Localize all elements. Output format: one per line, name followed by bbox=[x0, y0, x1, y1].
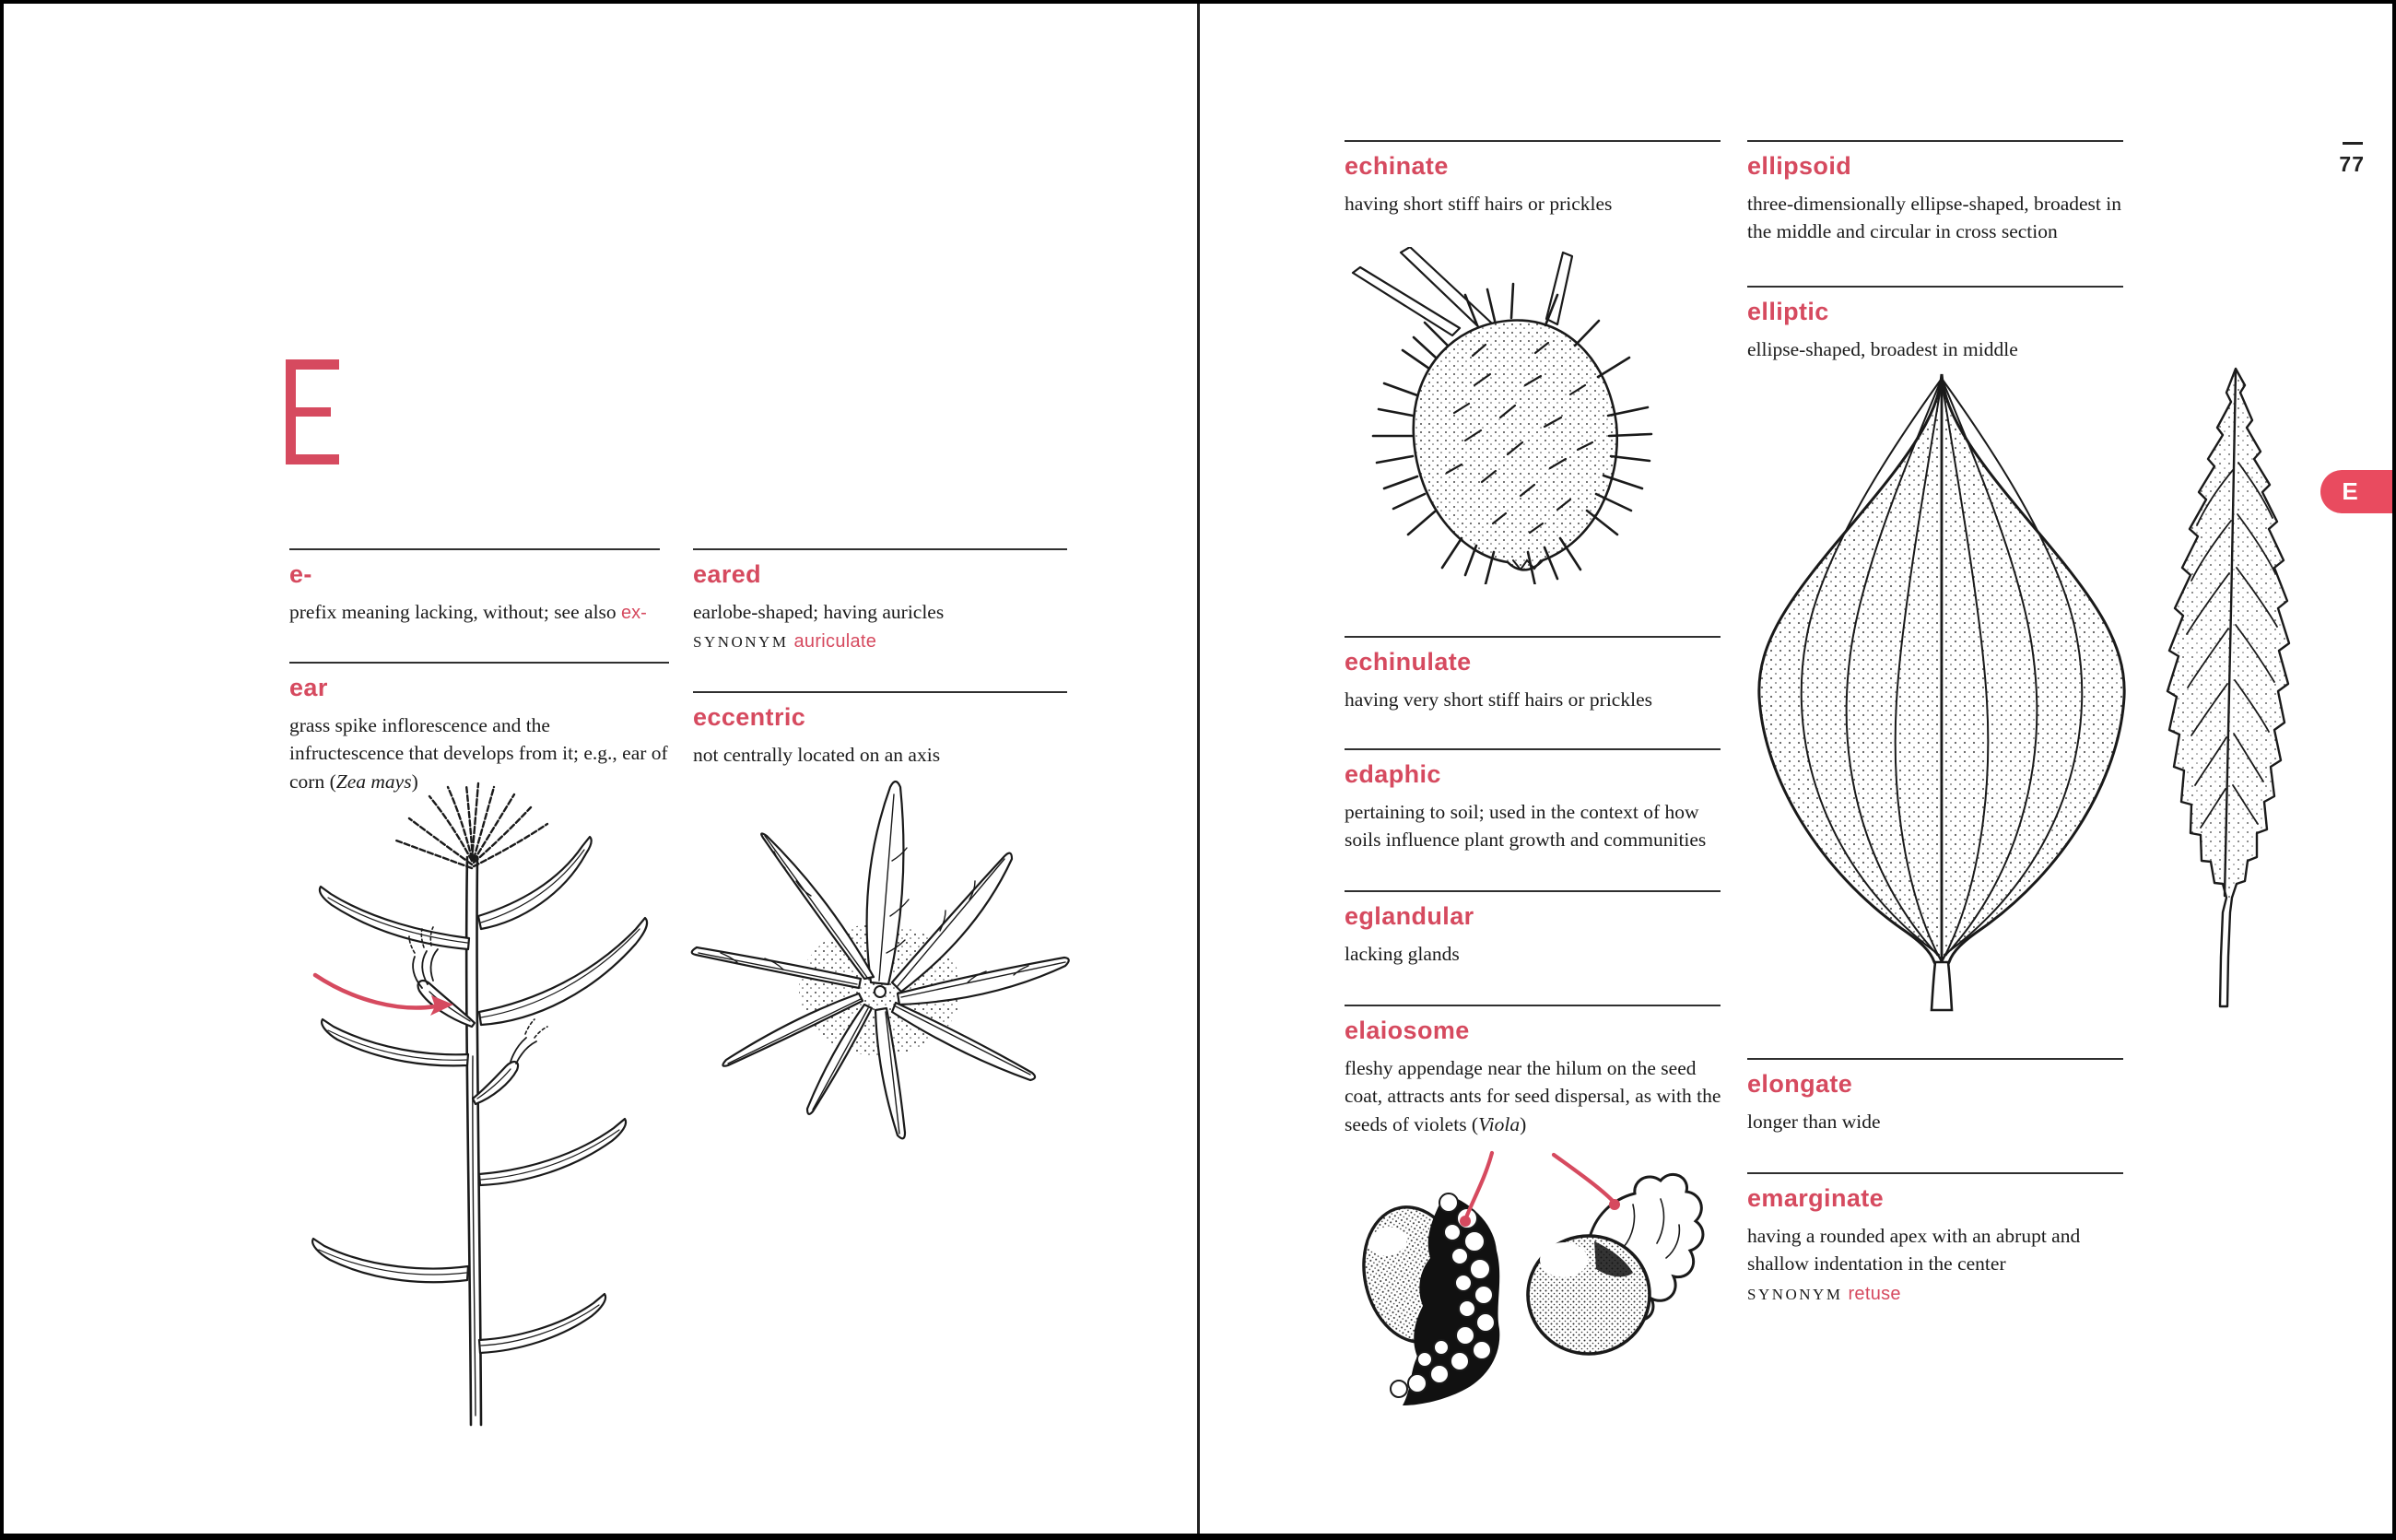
term-echinulate: echinulate bbox=[1345, 648, 1472, 676]
definition-eccentric: not centrally located on an axis bbox=[693, 743, 941, 766]
entry-elongate bbox=[1747, 1058, 2123, 1135]
entry-rule bbox=[1345, 890, 1721, 892]
definition-edaphic: pertaining to soil; used in the context of how soils influence plant growth and communities bbox=[1345, 800, 1707, 852]
corn-tassel bbox=[396, 783, 547, 868]
entry-e-prefix bbox=[289, 548, 660, 627]
cross-reference-link: ex- bbox=[621, 602, 647, 623]
term-e-prefix: e- bbox=[289, 560, 312, 588]
definition-eared: earlobe-shaped; having auricles bbox=[693, 600, 945, 623]
entry-rule bbox=[1345, 748, 1721, 750]
second-ear-of-corn bbox=[473, 1019, 547, 1104]
entry-rule bbox=[289, 548, 660, 550]
definition-e-prefix bbox=[289, 598, 660, 628]
term-eglandular: eglandular bbox=[1345, 902, 1474, 930]
definition-elongate: longer than wide bbox=[1747, 1110, 1881, 1133]
entry-elaiosome bbox=[1345, 1005, 1727, 1138]
seed-with-elaiosome-left bbox=[1357, 1193, 1499, 1405]
definition-text: fleshy appendage near the hilum on the seed coat, attracts ants for seed dispersal, as with the seeds of violets ( bbox=[1345, 1056, 1721, 1135]
definition-echinate: having short stiff hairs or prickles bbox=[1345, 192, 1613, 215]
synonym-term: retuse bbox=[1848, 1283, 1901, 1304]
term-echinate: echinate bbox=[1345, 152, 1449, 180]
definition-text: grass spike inflorescence and the infructescence that develops from it; e.g., ear of corn ( bbox=[289, 713, 668, 793]
term-elongate: elongate bbox=[1747, 1070, 1853, 1098]
term-ellipsoid: ellipsoid bbox=[1747, 152, 1852, 180]
echinate-bur-illustration bbox=[1336, 247, 1674, 584]
corn-plant-illustration bbox=[289, 780, 676, 1436]
letter-thumb-tab bbox=[2320, 470, 2396, 513]
entry-rule bbox=[1747, 140, 2123, 142]
synonym-line bbox=[1747, 1284, 2127, 1305]
entry-edaphic bbox=[1345, 748, 1736, 854]
definition-elliptic: ellipse-shaped, broadest in middle bbox=[1747, 337, 2018, 360]
term-ear: ear bbox=[289, 674, 328, 701]
section-letter-E bbox=[286, 359, 341, 464]
entry-rule bbox=[1345, 636, 1721, 638]
term-edaphic: edaphic bbox=[1345, 760, 1441, 788]
page-spine-divider bbox=[1197, 4, 1200, 1534]
entry-rule bbox=[693, 691, 1067, 693]
term-elliptic: elliptic bbox=[1747, 298, 1829, 325]
definition-text: prefix meaning lacking, without; see also bbox=[289, 600, 622, 623]
entry-rule bbox=[289, 662, 669, 664]
term-emarginate: emarginate bbox=[1747, 1184, 1885, 1212]
entry-ellipsoid bbox=[1747, 140, 2134, 246]
definition-elaiosome bbox=[1345, 1054, 1727, 1139]
definition-eglandular: lacking glands bbox=[1345, 942, 1460, 965]
entry-rule bbox=[1747, 286, 2123, 288]
term-eccentric: eccentric bbox=[693, 703, 806, 731]
synonym-label: SYNONYM bbox=[693, 633, 789, 652]
entry-rule bbox=[1747, 1172, 2123, 1174]
elaiosome-seeds-illustration bbox=[1357, 1140, 1710, 1453]
entry-rule bbox=[1345, 140, 1721, 142]
entry-eglandular bbox=[1345, 890, 1721, 968]
page-number: 77 bbox=[2339, 152, 2365, 176]
species-name: Zea mays bbox=[335, 770, 412, 793]
palmate-leaf-illustration bbox=[673, 750, 1082, 1150]
entry-echinate bbox=[1345, 140, 1721, 217]
entry-ear bbox=[289, 662, 669, 795]
synonym-label: SYNONYM bbox=[1747, 1285, 1843, 1303]
definition-emarginate: having a rounded apex with an abrupt and shallow indentation in the center bbox=[1747, 1224, 2081, 1275]
serrate-leaf-illustration bbox=[2143, 359, 2315, 1019]
definition-text: ) bbox=[411, 770, 418, 793]
entry-echinulate bbox=[1345, 636, 1721, 713]
definition-echinulate: having very short stiff hairs or prickles bbox=[1345, 688, 1652, 711]
entry-elliptic bbox=[1747, 286, 2123, 363]
definition-text: ) bbox=[1520, 1112, 1527, 1135]
thumb-tab-letter: E bbox=[2342, 477, 2358, 505]
page-number-block bbox=[2326, 142, 2365, 177]
definition-ellipsoid: three-dimensionally ellipse-shaped, broadest in the middle and circular in cross section bbox=[1747, 192, 2121, 243]
synonym-line bbox=[693, 631, 1067, 652]
entry-rule bbox=[693, 548, 1067, 550]
entry-emarginate bbox=[1747, 1172, 2127, 1321]
elliptic-leaf-illustration bbox=[1742, 363, 2142, 1014]
pointer-arrow-right bbox=[1554, 1155, 1620, 1210]
synonym-term: auriculate bbox=[793, 631, 877, 652]
species-name: Viola bbox=[1478, 1112, 1521, 1135]
term-eared: eared bbox=[693, 560, 762, 588]
entry-eared bbox=[693, 548, 1067, 668]
page-number-rule bbox=[2343, 142, 2363, 145]
entry-rule bbox=[1747, 1058, 2123, 1060]
entry-rule bbox=[1345, 1005, 1721, 1006]
term-elaiosome: elaiosome bbox=[1345, 1017, 1470, 1044]
